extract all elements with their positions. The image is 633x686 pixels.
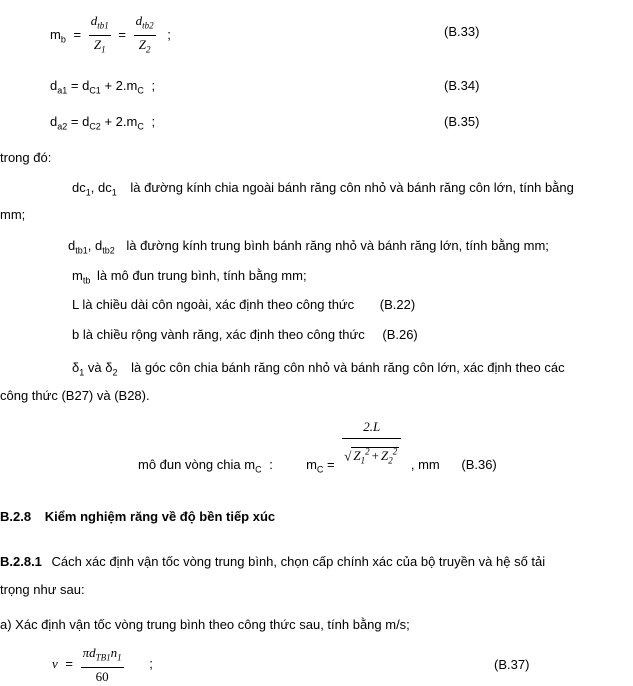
eq-b36-fraction: $\frac{2.L}{√ Z_1^2 + Z_2^2}$: [342, 418, 401, 470]
eq-b33-fraction-1: $\frac{d_{tb1}}{Z_1}$: [90, 13, 109, 55]
equation-b37: v = $\frac{\pi d_{TB1}n_1}{60}$ ;: [52, 645, 153, 684]
definition-b: b là chiều rộng vành răng, xác định theo công thức (B.26): [72, 327, 418, 342]
where-label: trong đó:: [0, 150, 52, 165]
equation-b35: $d_{a2} = d_{C2} + 2.m_C$ ;: [50, 114, 156, 132]
section-b281: B.2.8.1 Cách xác định vận tốc vòng trung bình, chọn cấp chính xác của bộ truyền và hệ số tải: [0, 554, 546, 569]
definition-delta-cont: công thức (B27) và (B28).: [0, 388, 150, 403]
eq-b36-intro: mô đun vòng chia $m_C$ :: [138, 457, 273, 475]
sqrt-sign: √: [344, 448, 352, 464]
eq-b34-label: (B.34): [444, 78, 480, 93]
eq-b33-lhs: $m_b$: [50, 26, 66, 45]
equation-b34: $d_{a1} = d_{C1} + 2.m_C$ ;: [50, 78, 156, 96]
definition-dc: $dc_1$, $dc_1$ là đường kính chia ngoài bánh răng côn nhỏ và bánh răng côn lớn, tính bằng: [72, 180, 574, 198]
eq-b37-fraction: $\frac{\pi d_{TB1}n_1}{60}$: [82, 645, 122, 684]
eq-b36-lhs: $m_C$ =: [306, 457, 335, 475]
item-a: a) Xác định vận tốc vòng trung bình theo công thức sau, tính bằng m/s;: [0, 617, 410, 632]
eq-b33-fraction-2: $\frac{d_{tb2}}{Z_2}$: [135, 13, 154, 55]
equation-b33: $m_b$ = $\frac{d_{tb1}}{Z_1}$ = $\frac{d_{tb2}}{Z_2}$ ;: [50, 12, 171, 58]
eq-b35-label: (B.35): [444, 114, 480, 129]
eq-b37-label: (B.37): [494, 657, 530, 672]
definition-l: L là chiều dài côn ngoài, xác định theo công thức (B.22): [72, 297, 416, 312]
definition-mtb: $m_{tb}$ là mô đun trung bình, tính bằng mm;: [72, 268, 307, 286]
equation-b36: mô đun vòng chia $m_C$ : $m_C$ = $\frac{2.L}{√ Z_1^2 + Z_2^2}$ , mm (B.36): [138, 419, 497, 475]
definition-delta: $\delta_1$ và $\delta_2$ là góc côn chia bánh răng côn nhỏ và bánh răng côn lớn, xác định theo các: [72, 360, 565, 378]
definition-dc-cont: mm;: [0, 207, 26, 222]
eq-b33-label: (B.33): [444, 24, 480, 39]
section-b28-heading: B.2.8 Kiểm nghiệm răng về độ bền tiếp xúc: [0, 509, 276, 524]
definition-dtb: $d_{tb1}$, $d_{tb2}$ là đường kính trung bình bánh răng nhỏ và bánh răng lớn, tính bằng mm;: [68, 238, 549, 256]
section-b281-cont: trọng như sau:: [0, 582, 85, 597]
